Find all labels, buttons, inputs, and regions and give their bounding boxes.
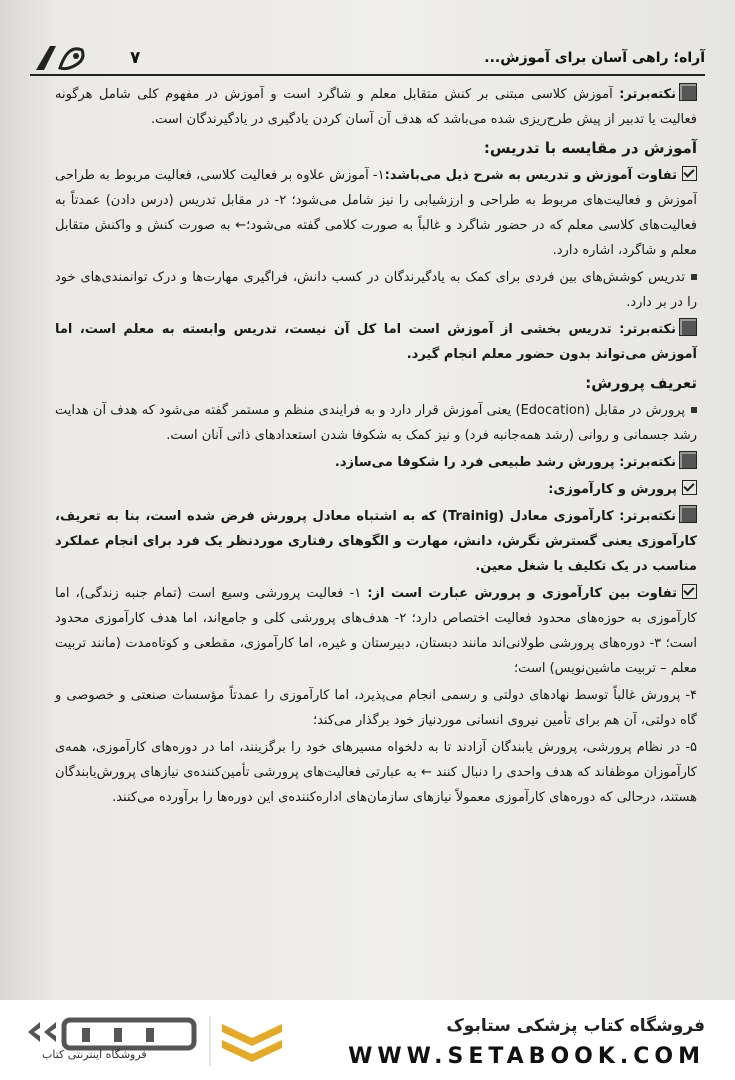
publisher-logo: [30, 40, 122, 76]
store-url[interactable]: WWW.SETABOOK.COM: [348, 1044, 705, 1069]
setabook-logo: [22, 1010, 322, 1072]
section-heading: آموزش در مقایسه با تدریس:: [483, 139, 697, 157]
note-square-icon: [679, 83, 697, 101]
section-heading: تعریف پرورش:: [585, 374, 697, 392]
page-number: ۷: [130, 48, 141, 68]
page-body: [55, 82, 697, 812]
logo-tagline: فروشگاه اینترنتی کتاب: [42, 1048, 147, 1061]
numbered-paragraph: ۵- در نظام پرورشی، پرورش یابندگان آزادند تا به دلخواه مسیرهای خود را برگزینند، اما در دوره‌های کارآموزی، همه‌ی کارآموزان موظفاند که هدف واحدی را دنبال کنند ← به عبارتی فعالیت‌های پرورشی تأمین‌کننده‌ی نیازهای پرورش‌یابندگان هستند، درحالی که دوره‌های کارآموزی معمولاً نیازهای سازمان‌های اداره‌کننده‌ی این دوره‌ها را برآورده می‌کنند.: [55, 740, 697, 805]
checklist-paragraph: تفاوت بین کارآموزی و پرورش عبارت است از: ۱- فعالیت پرورشی وسیع است (تمام جنبه زندگی)، اما کارآموزی به حوزه‌های محدود فعالیت اختصاص دارد؛ ۲- هدف‌های پرورشی کلی و جامع‌اند، اما هدف کارآموزی محدود است؛ ۳- دوره‌های پرورشی طولانی‌اند مانند دبستان، دبیرستان و غیره، اما کارآموزی، مقطعی و کوتاه‌مدت (مانند تربیت معلم – تربیت ماشین‌نویس) است؛: [55, 586, 698, 676]
note-paragraph: نکته‌برتر: پرورش رشد طبیعی فرد را شکوفا می‌سازد.: [55, 450, 697, 475]
note-paragraph: نکته‌برتر: کارآموزی معادل (Trainig) که به اشتباه معادل پرورش فرض شده است، بنا به تعریف، کارآموزی یعنی گسترش نگرش، دانش، مهارت و الگوهای رفتاری موردنظر یک فرد برای انجام عملکرد مناسب در یک تکلیف یا شغل معین.: [55, 504, 697, 579]
square-bullet-icon: [691, 407, 697, 413]
page-header: [30, 40, 705, 76]
note-paragraph: نکته‌برتر: آموزش کلاسی مبتنی بر کنش متقابل معلم و شاگرد است و آموزش در مفهوم کلی شامل هرگونه فعالیت یا تدبیر از پیش طرح‌ریزی شده می‌باشد که هدف آن آسان کردن یادگیری در یادگیرندگان است.: [55, 82, 697, 132]
numbered-paragraph: ۴- پرورش غالباً توسط نهادهای دولتی و رسمی انجام می‌پذیرد، اما کارآموزی را عمدتاً مؤسسات صنعتی و خصوصی و گاه دولتی، آن هم برای تأمین نیروی انسانی موردنیاز خود برگذار می‌کند؛: [55, 688, 697, 728]
bullet-paragraph: پرورش در مقابل (Edocation) یعنی آموزش قرار دارد و به فرایندی منظم و مستمر گفته می‌شود که هدف آن هدایت رشد جسمانی و روانی (رشد همه‌جانبه فرد) و نیز کمک به شکوفا شدن استعدادهای ذاتی آنان است.: [55, 403, 697, 443]
checkbox-icon: [682, 166, 697, 181]
checkbox-icon: [682, 480, 697, 495]
store-name: فروشگاه کتاب پزشکی ستابوک: [446, 1016, 705, 1036]
running-title: آراه؛ راهی آسان برای آموزش...: [484, 50, 705, 66]
store-footer: [0, 1000, 735, 1080]
bullet-paragraph: تدریس کوشش‌های بین فردی برای کمک به یادگیرندگان در کسب دانش، فراگیری مهارت‌ها و درک توانمندی‌های خود را در بر دارد.: [55, 270, 697, 310]
checklist-heading: پرورش و کارآموزی:: [55, 477, 697, 502]
square-bullet-icon: [691, 274, 697, 280]
note-square-icon: [679, 505, 697, 523]
note-square-icon: [679, 318, 697, 336]
note-square-icon: [679, 451, 697, 469]
checklist-paragraph: تفاوت آموزش و تدریس به شرح ذیل می‌باشد:۱- آموزش علاوه بر فعالیت کلاسی، فعالیت مربوط به طراحی آموزش و فعالیت‌های مربوط به طراحی و ارزشیابی را نیز شامل می‌شود؛ ۲- در مقابل تدریس (درس دادن) عمدتاً به فعالیت‌های کلاسی معلم که در حضور شاگرد و غالباً به صورت کلامی گفته می‌شود؛← به صورت کنش و واکنش متقابل معلم و شاگرد، اشاره دارد.: [55, 168, 698, 258]
checkbox-icon: [682, 584, 697, 599]
note-paragraph: نکته‌برتر: تدریس بخشی از آموزش است اما کل آن نیست، تدریس وابسته به معلم است، اما آموزش می‌تواند بدون حضور معلم انجام گیرد.: [55, 317, 697, 367]
